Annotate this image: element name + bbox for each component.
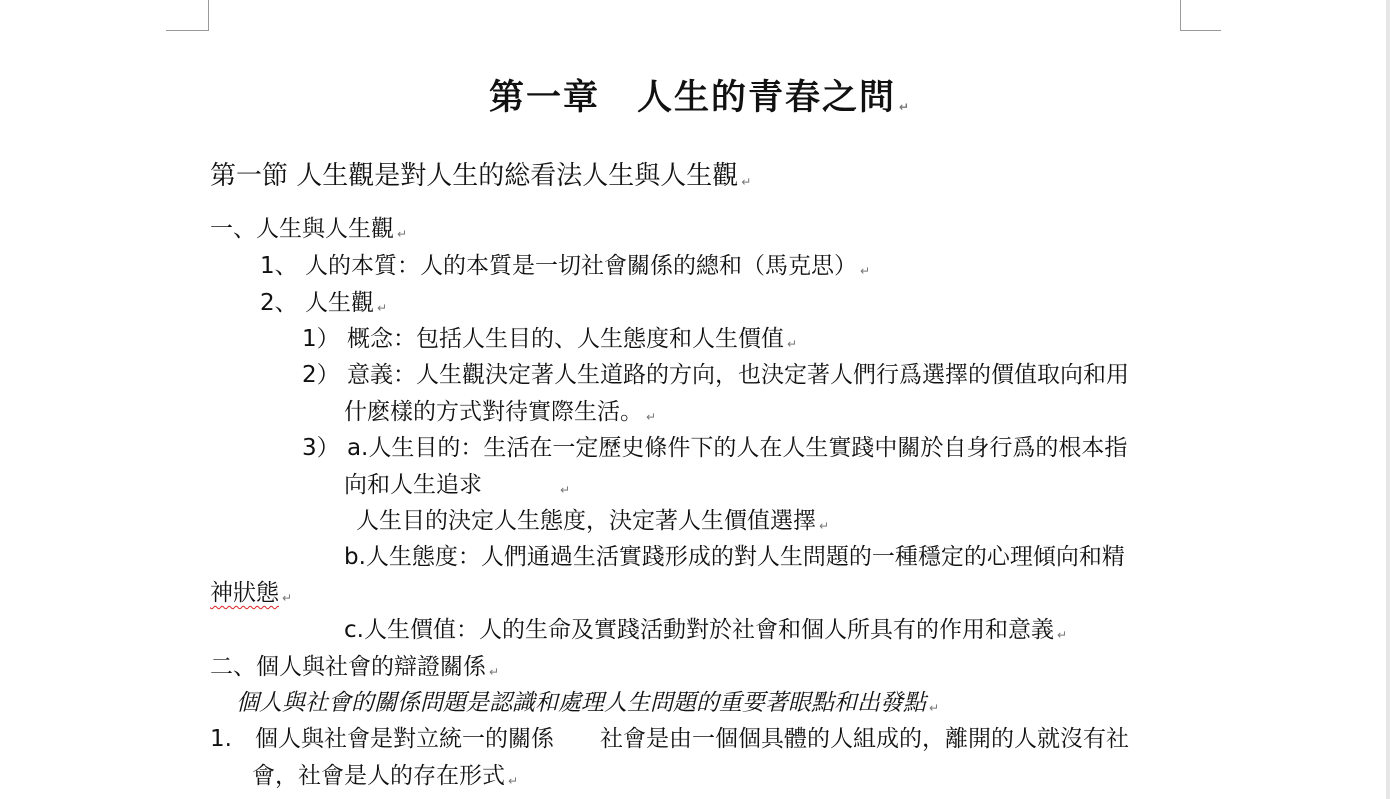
sub-item-value: c.人生價值：人的生命及實踐活動對於社會和個人所具有的作用和意義 ↵ [344,617,1068,643]
scrollbar[interactable] [1386,0,1390,799]
sub-item-meaning-cont: 什麽樣的方式對待實際生活。 ↵ [344,399,657,425]
paragraph-mark: ↵ [899,100,912,114]
sub-item-purpose: 3） a.人生目的：生活在一定歷史條件下的人在人生實踐中關於自身行爲的根本指 [302,435,1128,461]
heading-2: 二、個人與社會的辯證關係 ↵ [210,654,500,680]
margin-corner-top-left [166,0,209,31]
sub-item-attitude-cont: 神狀態 ↵ [210,580,293,606]
numbered-item-1: 1. 個人與社會是對立統一的關係 社會是由一個個具體的人組成的，離開的人就沒有社 [210,726,1129,752]
sub-item-concept: 1） 概念：包括人生目的、人生態度和人生價值 ↵ [302,326,798,352]
heading-1: 一、人生與人生觀 ↵ [210,216,408,242]
section-title: 第一節 人生觀是對人生的総看法人生與人生觀 ↵ [210,161,752,191]
list-item-2: 2、 人生觀 ↵ [260,290,388,316]
list-item-1: 1、 人的本質：人的本質是一切社會關係的總和（馬克思） ↵ [260,253,871,279]
sub-item-purpose-cont: 向和人生追求 ↵ [344,472,571,498]
heading-2-intro: 個人與社會的關係問題是認識和處理人生問題的重要著眼點和出發點 ↵ [236,690,940,716]
sub-item-attitude: b.人生態度：人們通過生活實踐形成的對人生問題的一種穩定的心理傾向和精 [344,544,1125,570]
chapter-title: 第一章 人生的青春之問 ↵ [489,78,912,118]
numbered-item-1-cont: 會，社會是人的存在形式 ↵ [252,763,519,789]
margin-corner-top-right [1180,0,1221,31]
sub-item-purpose-note: 人生目的決定人生態度，決定著人生價值選擇 ↵ [356,508,830,534]
sub-item-meaning: 2） 意義：人生觀決定著人生道路的方向，也決定著人們行爲選擇的價值取向和用 [302,362,1129,388]
